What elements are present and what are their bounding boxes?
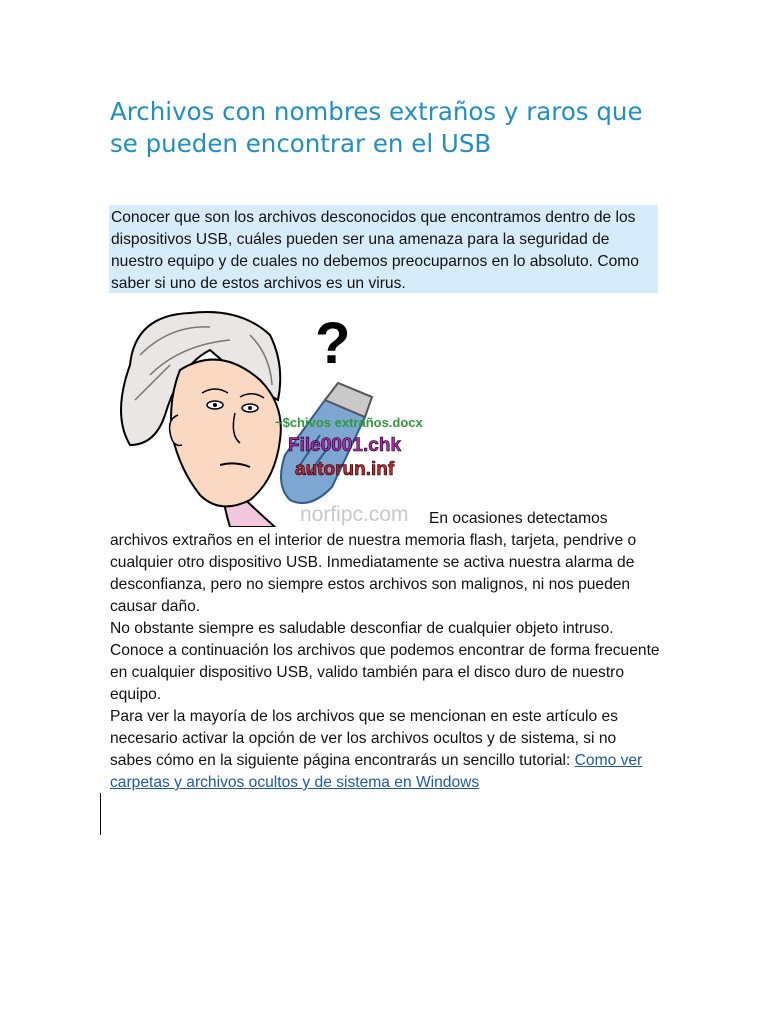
watermark: norfipc.com <box>300 503 409 526</box>
paragraph-3-text: Para ver la mayoría de los archivos que se mencionan en este artículo es necesario activar la opción de ver los archivos ocultos y de sistema, si no sabes cómo en la siguiente página encontrarás un sencillo tutorial: <box>110 708 618 769</box>
file-name-docx: ~$chivos extraños.docx <box>275 415 423 430</box>
article-body <box>110 530 660 794</box>
file-name-inf: autorun.inf <box>295 459 395 480</box>
text-cursor <box>100 793 101 835</box>
hidden-files-tutorial-link[interactable]: Como ver carpetas y archivos ocultos y de sistema en Windows <box>110 752 643 791</box>
page-title: Archivos con nombres extraños y raros que se pueden encontrar en el USB <box>110 97 643 158</box>
lead-text: En ocasiones detectamos <box>429 510 608 527</box>
question-mark: ? <box>315 311 351 376</box>
intro-paragraph: Conocer que son los archivos desconocidos que encontramos dentro de los dispositivos USB, cuáles pueden ser una amenaza para la seguridad de nuestro equipo y de cuales no debemos preocuparnos en lo absoluto. Como saber si uno de estos archivos es un virus. <box>109 205 658 293</box>
paragraph-2: No obstante siempre es saludable desconfiar de cualquier objeto intruso. Conoce a continuación los archivos que podemos encontrar de forma frecuente en cualquier dispositivo USB, valido también para el disco duro de nuestro equipo. <box>110 620 660 703</box>
paragraph-1: archivos extraños en el interior de nuestra memoria flash, tarjeta, pendrive o cualquier otro dispositivo USB. Inmediatamente se activa nuestra alarma de desconfianza, pero no siempre estos archivos son malignos, ni nos pueden causar daño. <box>110 532 637 615</box>
paragraph-3 <box>110 706 660 794</box>
file-name-chk: File0001.chk <box>288 435 402 456</box>
usb-illustration <box>110 305 428 527</box>
